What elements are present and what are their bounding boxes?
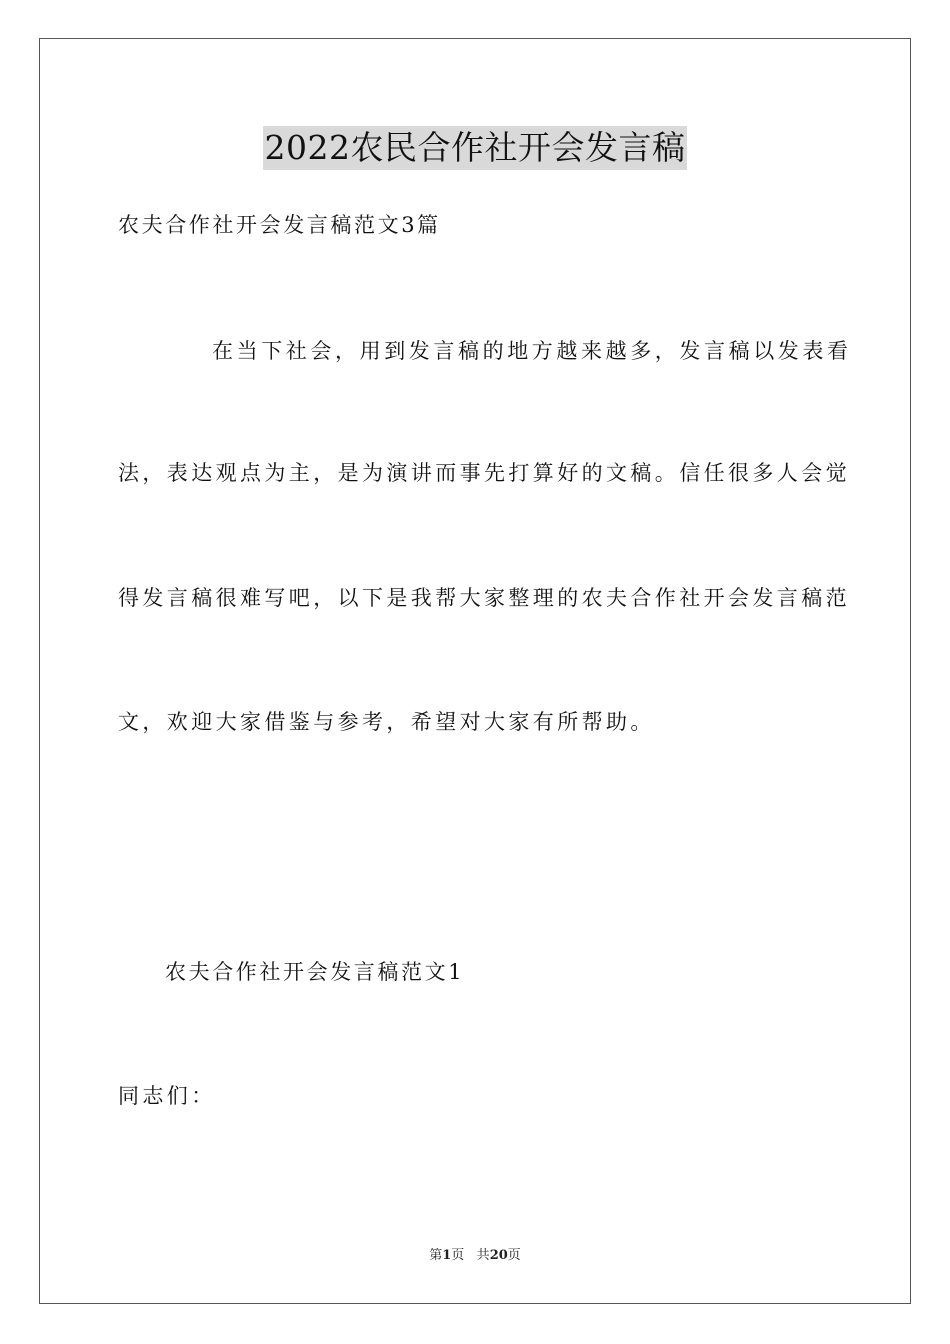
greeting: 同志们： — [118, 1084, 216, 1108]
page-footer — [0, 1247, 950, 1265]
document-subtitle: 农夫合作社开会发言稿范文3篇 — [118, 213, 441, 237]
paragraph-line-1: 在当下社会，用到发言稿的地方越来越多，发言稿以发表看 — [212, 339, 852, 363]
document-title: 2022农民合作社开会发言稿 — [263, 126, 688, 170]
title-container — [0, 126, 950, 170]
total-pages: 20 — [489, 1248, 508, 1263]
page-suffix: 页 — [451, 1248, 465, 1263]
section-heading: 农夫合作社开会发言稿范文1 — [165, 960, 465, 984]
page-prefix: 第 — [429, 1248, 443, 1263]
paragraph-line-3: 得发言稿很难写吧，以下是我帮大家整理的农夫合作社开会发言稿范 — [118, 586, 850, 610]
paragraph-line-4: 文，欢迎大家借鉴与参考，希望对大家有所帮助。 — [118, 710, 655, 734]
total-prefix: 共 — [476, 1248, 490, 1263]
total-suffix: 页 — [507, 1248, 521, 1263]
page-number: 1 — [442, 1248, 452, 1263]
paragraph-line-2: 法，表达观点为主，是为演讲而事先打算好的文稿。信任很多人会觉 — [118, 461, 850, 485]
